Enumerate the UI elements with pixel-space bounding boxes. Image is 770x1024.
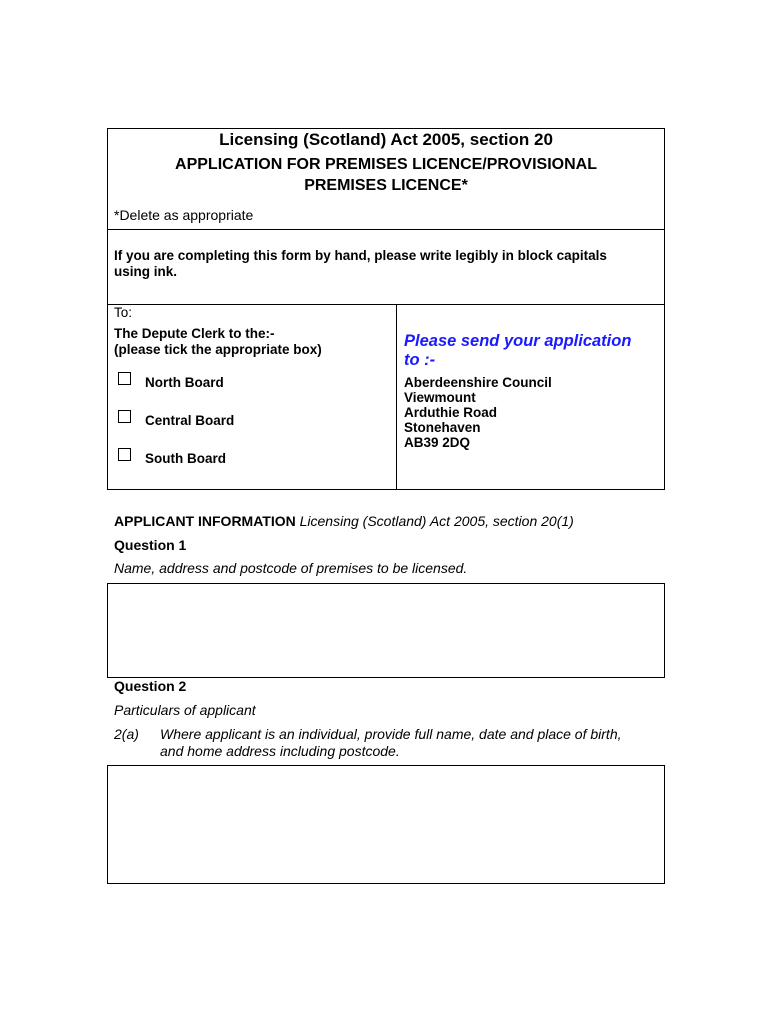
- applicant-section-title: APPLICANT INFORMATION: [114, 513, 296, 529]
- send-to-heading-line2: to :-: [404, 351, 436, 369]
- question-2a-line2: and home address including postcode.: [160, 743, 400, 759]
- form-title-line1: APPLICATION FOR PREMISES LICENCE/PROVISIONAL: [175, 156, 597, 173]
- send-to-address-line3: Arduthie Road: [404, 405, 497, 420]
- applicant-section-ref: Licensing (Scotland) Act 2005, section 20(1): [299, 513, 574, 529]
- applicant-section-heading: [114, 513, 574, 529]
- question-2-label: Question 2: [114, 678, 187, 694]
- send-to-address-line4: Stonehaven: [404, 420, 481, 435]
- question-2a-answer-field[interactable]: [107, 765, 665, 884]
- central-board-checkbox[interactable]: [118, 410, 131, 423]
- question-2-text: Particulars of applicant: [114, 702, 256, 718]
- to-label: To:: [114, 305, 133, 320]
- send-to-heading-line1: Please send your application: [404, 332, 632, 350]
- north-board-label: North Board: [145, 375, 224, 390]
- send-to-address-line2: Viewmount: [404, 390, 476, 405]
- form-title-line2: PREMISES LICENCE*: [304, 177, 468, 194]
- send-to-address-line5: AB39 2DQ: [404, 435, 471, 450]
- question-1-label: Question 1: [114, 537, 187, 553]
- delete-note: *Delete as appropriate: [114, 207, 254, 223]
- north-board-checkbox[interactable]: [118, 372, 131, 385]
- instructions-box: [107, 229, 665, 305]
- send-to-address-line1: Aberdeenshire Council: [404, 375, 552, 390]
- clerk-line2: (please tick the appropriate box): [114, 342, 322, 357]
- instructions-line1: If you are completing this form by hand, please write legibly in block capitals: [114, 248, 607, 263]
- question-1-answer-field[interactable]: [107, 583, 665, 678]
- instructions-line2: using ink.: [114, 264, 178, 279]
- question-2a-line1: Where applicant is an individual, provide full name, date and place of birth,: [160, 726, 622, 742]
- south-board-label: South Board: [145, 451, 226, 466]
- addressee-divider: [396, 304, 397, 490]
- act-title: Licensing (Scotland) Act 2005, section 20: [219, 130, 553, 149]
- question-1-text: Name, address and postcode of premises to be licensed.: [114, 560, 468, 576]
- clerk-line1: The Depute Clerk to the:-: [114, 326, 275, 341]
- south-board-checkbox[interactable]: [118, 448, 131, 461]
- central-board-label: Central Board: [145, 413, 235, 428]
- question-2a-number: 2(a): [114, 726, 139, 742]
